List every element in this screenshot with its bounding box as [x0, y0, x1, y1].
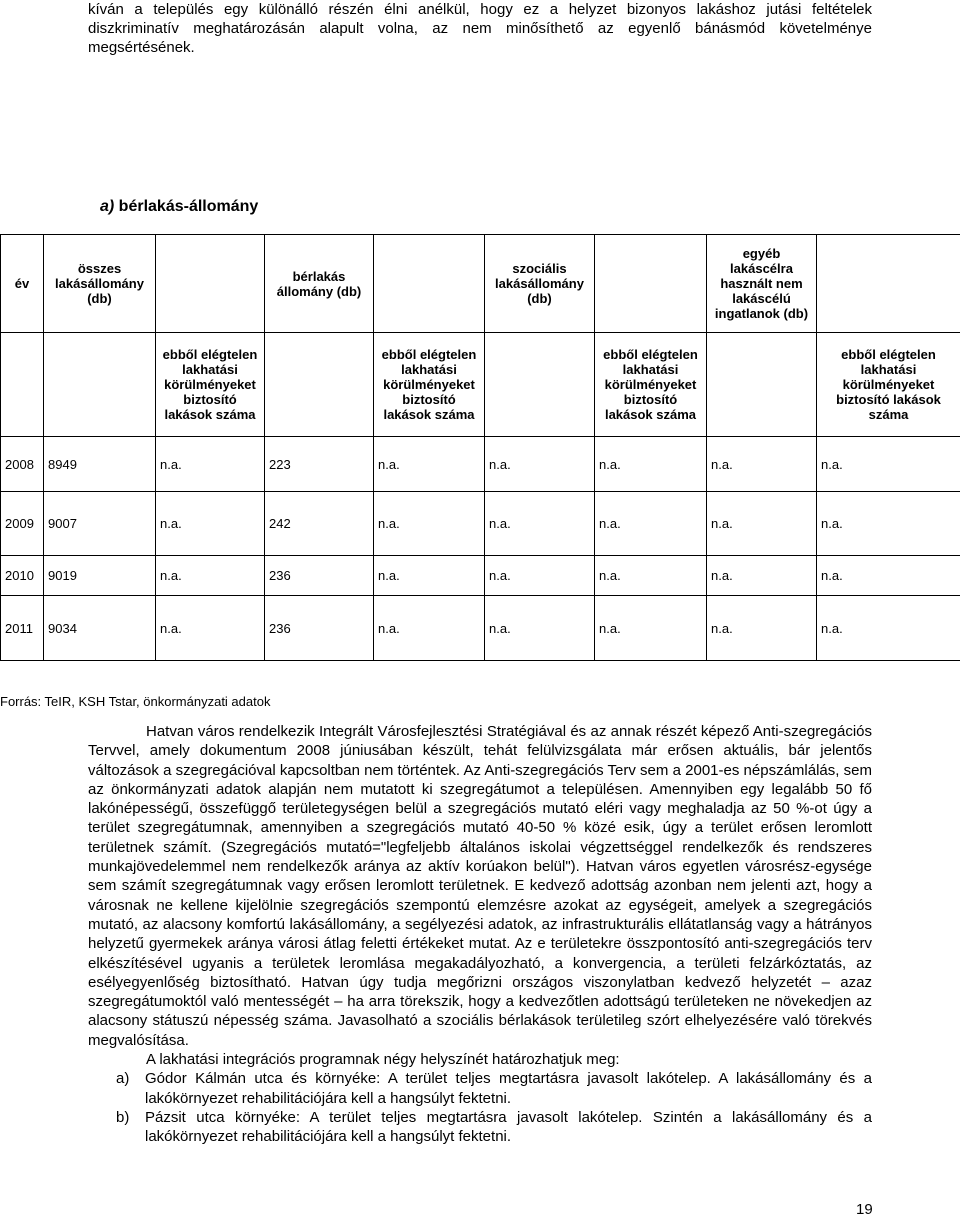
header-osszes: összes lakásállomány (db) — [44, 235, 156, 333]
table-cell: n.a. — [595, 492, 707, 556]
table-heading-text: bérlakás-állomány — [114, 198, 259, 215]
header-ebbol: ebből elégtelen lakhatási körülményeket biztosító lakások száma — [156, 333, 265, 437]
body-paragraph: Hatvan város rendelkezik Integrált Városfejlesztési Stratégiával és az annak részét képező Anti-szegregációs Tervvel, amely dokumentum 2008 júniusában készült, tehát felülvizsgálata már erősen aktuális, bár jelentős változások a szegregációval kapcsoltban nem történtek. Az Anti-szegregációs Terv sem a 2001-es népszámlálás, sem az önkormányzati adatok alapján nem mutatott ki szegregátumot a településen. Amennyiben egy legalább 50 fő lakónépességű, összefüggő területegységen belül a szegregációs mutató eléri vagy meghaladja az 50 %-ot úgy a terület szegregátumnak, amennyiben a szegregációs mutató 40-50 % közé esik, úgy a terület erősen leromlott területnek számít. (Szegregációs mutató="legfeljebb általános iskolai végzettséggel rendelkezők és rendszeres munkajövedelemmel nem rendelkezők aránya az aktív korúakon belül"). Hatvan város egyetlen városrész-egysége sem számít szegregátumnak vagy erősen leromlott területnek. E kedvező adottság azonban nem jelenti azt, hogy a városnak ne kellene kijelölnie szegregációs szempontú elemzésre azokat az egységeit, amelyek a szegregációs mutató, az alacsony komfortú lakásállomány, a segélyezési adatok, az infrastrukturális ellátatlanság vagy a hátrányos helyzetű gyermekek aránya városi átlag feletti értékeket mutat. Az e területekre összpontosító anti-szegregációs terv elkészítésével ugyanis a területek leromlása megakadályozható, a konvergencia, a területi felzárkóztatás, az esélyegyenlőség biztosítható. Hatvan úgy tudja megőrizni országos viszonylatban kedvező helyzetét – azaz szegregátumoktól való mentességét – ha arra törekszik, hogy a kedvezőtlen adottságú területeken ne növekedjen az alacsony státuszú népesség száma. Javasolható a szociális bérlakások területileg szórt elhelyezésére való törekvés megvalósítása. — [88, 723, 872, 1049]
intro-paragraph — [88, 0, 872, 57]
list-item — [88, 1108, 872, 1147]
list-item-text: Pázsit utca környéke: A terület teljes megtartásra javasolt lakótelep. Szintén a lakásállomány és a lakókörnyezet rehabilitációjára kell a hangsúlyt fektetni. — [145, 1108, 872, 1146]
list-intro: A lakhatási integrációs programnak négy helyszínét határozhatjuk meg: — [146, 1051, 620, 1069]
table-cell: n.a. — [156, 492, 265, 556]
header-row-2 — [1, 333, 960, 437]
page-number: 19 — [856, 1201, 873, 1218]
table-cell: 2008 — [1, 437, 44, 492]
header-empty — [156, 235, 265, 333]
table-cell: 236 — [265, 596, 374, 661]
header-ebbol: ebből elégtelen lakhatási körülményeket biztosító lakások száma — [374, 333, 485, 437]
table-source: Forrás: TeIR, KSH Tstar, önkormányzati adatok — [0, 694, 271, 709]
table-cell: 9007 — [44, 492, 156, 556]
header-empty — [595, 235, 707, 333]
table-cell: 2011 — [1, 596, 44, 661]
table-cell: n.a. — [595, 437, 707, 492]
intro-line: megsértésének. — [88, 39, 195, 56]
table-cell: 2009 — [1, 492, 44, 556]
list-item-marker: b) — [116, 1108, 130, 1126]
table-cell: n.a. — [485, 556, 595, 596]
header-empty — [374, 235, 485, 333]
body-text — [88, 722, 872, 1147]
table-cell: n.a. — [817, 437, 960, 492]
table-cell: 8949 — [44, 437, 156, 492]
table-cell: n.a. — [374, 556, 485, 596]
header-szocialis: szociális lakásállomány (db) — [485, 235, 595, 333]
list-item — [88, 1069, 872, 1108]
header-ebbol: ebből elégtelen lakhatási körülményeket biztosító lakások száma — [595, 333, 707, 437]
table-cell: n.a. — [485, 492, 595, 556]
table-cell: n.a. — [374, 596, 485, 661]
table-cell: n.a. — [156, 437, 265, 492]
intro-line: kíván a település egy különálló részén élni anélkül, hogy ez a helyzet bizonyos lakáshoz jutási feltételek — [88, 1, 872, 18]
header-empty — [817, 235, 960, 333]
table-cell: 9034 — [44, 596, 156, 661]
table-cell: 223 — [265, 437, 374, 492]
header-egyeb: egyéb lakáscélra használt nem lakáscélú ingatlanok (db) — [707, 235, 817, 333]
table-cell: n.a. — [374, 437, 485, 492]
table-cell: n.a. — [485, 596, 595, 661]
intro-line: diszkriminatív meghatározásán alapult volna, az nem minősíthető az egyenlő bánásmód követelménye — [88, 20, 872, 37]
table-cell: n.a. — [707, 556, 817, 596]
rental-housing-table — [0, 234, 960, 661]
table-cell: 242 — [265, 492, 374, 556]
table-cell: n.a. — [156, 556, 265, 596]
table-heading-letter: a) — [100, 198, 115, 215]
table-cell: n.a. — [595, 596, 707, 661]
list-item-text: Gódor Kálmán utca és környéke: A terület teljes megtartásra javasolt lakótelep. A lakásállomány és a lakókörnyezet rehabilitációjára kell a hangsúlyt fektetni. — [145, 1070, 872, 1107]
table-cell: n.a. — [707, 437, 817, 492]
table-row — [1, 556, 960, 596]
header-ev: év — [1, 235, 44, 333]
table-cell: n.a. — [707, 492, 817, 556]
table-row — [1, 492, 960, 556]
table-cell: n.a. — [374, 492, 485, 556]
table-cell: n.a. — [817, 556, 960, 596]
table-heading — [100, 198, 258, 216]
table-cell: n.a. — [817, 492, 960, 556]
table-cell: 9019 — [44, 556, 156, 596]
table-cell: n.a. — [817, 596, 960, 661]
header-berlakas: bérlakás állomány (db) — [265, 235, 374, 333]
table-cell: 236 — [265, 556, 374, 596]
table-cell: n.a. — [707, 596, 817, 661]
header-row-1 — [1, 235, 960, 333]
table-cell: n.a. — [156, 596, 265, 661]
table-row — [1, 596, 960, 661]
table-row — [1, 437, 960, 492]
table-cell: 2010 — [1, 556, 44, 596]
list-item-marker: a) — [116, 1070, 130, 1088]
header-ebbol: ebből elégtelen lakhatási körülményeket biztosító lakások száma — [817, 333, 960, 437]
table-cell: n.a. — [485, 437, 595, 492]
table-cell: n.a. — [595, 556, 707, 596]
